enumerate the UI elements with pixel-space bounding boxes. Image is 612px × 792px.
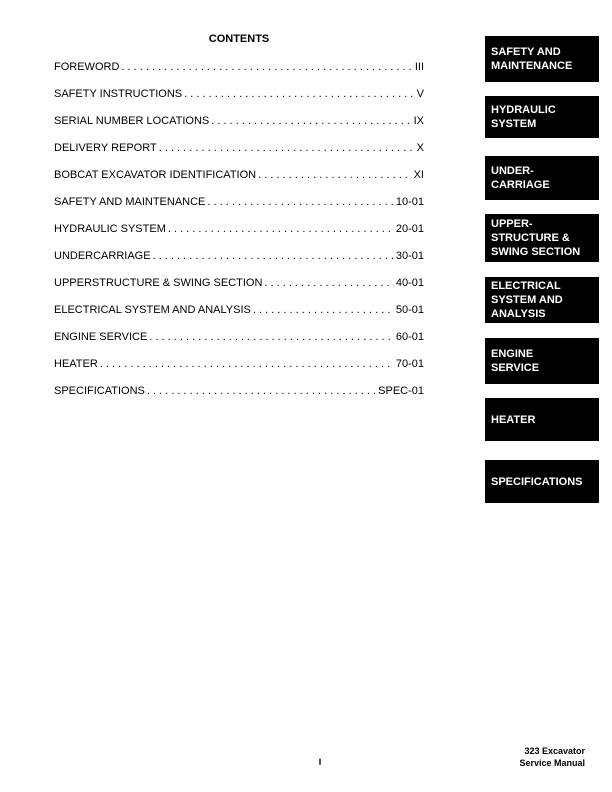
tab-label-line: UNDER-: [491, 165, 534, 177]
toc-page: 20-01: [395, 223, 424, 235]
toc-entry-safety-instructions[interactable]: [54, 88, 424, 115]
toc-entry-heater[interactable]: [54, 358, 424, 385]
tab-label-line: UPPER-: [491, 218, 533, 230]
tab-label-line: ANALYSIS: [491, 308, 546, 320]
manual-name: Service Manual: [519, 758, 585, 768]
toc-label: DELIVERY REPORT: [54, 142, 157, 154]
dot-leader: [253, 304, 394, 316]
toc-entry-excavator-identification[interactable]: [54, 169, 424, 196]
toc-page: SPEC-01: [378, 385, 424, 397]
dot-leader: [147, 385, 376, 397]
page-number: I: [318, 757, 322, 767]
tab-label-line: SWING SECTION: [491, 246, 581, 258]
toc-label: FOREWORD: [54, 61, 120, 73]
toc-label: SPECIFICATIONS: [54, 385, 145, 397]
toc-label: SERIAL NUMBER LOCATIONS: [54, 115, 210, 127]
dot-leader: [207, 196, 393, 208]
toc-entry-electrical-system[interactable]: [54, 304, 424, 331]
toc-page: 40-01: [395, 277, 424, 289]
dot-leader: [211, 115, 411, 127]
tab-label-line: SAFETY AND: [491, 46, 561, 58]
section-tab-electrical-system[interactable]: [485, 277, 599, 323]
tab-label-line: MAINTENANCE: [491, 60, 573, 72]
dot-leader: [159, 142, 415, 154]
toc-entry-delivery-report[interactable]: [54, 142, 424, 169]
toc-label: SAFETY INSTRUCTIONS: [54, 88, 183, 100]
toc-entry-undercarriage[interactable]: [54, 250, 424, 277]
toc-page: 60-01: [395, 331, 424, 343]
tab-label-line: ELECTRICAL: [491, 280, 561, 292]
toc-page: IX: [413, 115, 424, 127]
table-of-contents: [54, 61, 424, 412]
tab-label-line: SERVICE: [491, 362, 540, 374]
section-tab-specifications[interactable]: [485, 460, 599, 503]
toc-page: V: [416, 88, 424, 100]
section-tab-heater[interactable]: [485, 398, 599, 441]
toc-label: SAFETY AND MAINTENANCE: [54, 196, 206, 208]
manual-model: 323 Excavator: [524, 746, 585, 756]
toc-label: UPPERSTRUCTURE & SWING SECTION: [54, 277, 263, 289]
toc-label: ELECTRICAL SYSTEM AND ANALYSIS: [54, 304, 251, 316]
toc-label: HYDRAULIC SYSTEM: [54, 223, 166, 235]
tab-label-line: SYSTEM AND: [491, 294, 563, 306]
toc-page: 70-01: [395, 358, 424, 370]
toc-page: X: [416, 142, 424, 154]
section-tab-upperstructure[interactable]: [485, 214, 599, 262]
tab-label-line: SYSTEM: [491, 118, 537, 130]
tab-label-line: STRUCTURE &: [491, 232, 570, 244]
toc-page: XI: [413, 169, 424, 181]
dot-leader: [184, 88, 415, 100]
dot-leader: [168, 223, 394, 235]
section-tab-engine-service[interactable]: [485, 338, 599, 384]
dot-leader: [258, 169, 411, 181]
toc-label: UNDERCARRIAGE: [54, 250, 151, 262]
toc-page: 10-01: [395, 196, 424, 208]
page-title: CONTENTS: [208, 33, 270, 45]
tab-label-line: SPECIFICATIONS: [491, 475, 583, 488]
toc-entry-foreword[interactable]: [54, 61, 424, 88]
toc-label: ENGINE SERVICE: [54, 331, 148, 343]
toc-page: 30-01: [395, 250, 424, 262]
dot-leader: [264, 277, 393, 289]
dot-leader: [100, 358, 394, 370]
dot-leader: [149, 331, 394, 343]
toc-entry-upperstructure[interactable]: [54, 277, 424, 304]
section-tab-safety-maintenance[interactable]: [485, 36, 599, 82]
toc-label: BOBCAT EXCAVATOR IDENTIFICATION: [54, 169, 257, 181]
toc-page: 50-01: [395, 304, 424, 316]
toc-page: III: [414, 61, 424, 73]
tab-label-line: CARRIAGE: [491, 179, 550, 191]
toc-entry-specifications[interactable]: [54, 385, 424, 412]
tab-label-line: HYDRAULIC: [491, 104, 556, 116]
toc-entry-serial-number-locations[interactable]: [54, 115, 424, 142]
tab-label-line: HEATER: [491, 413, 536, 426]
manual-title: [519, 745, 585, 769]
toc-entry-hydraulic-system[interactable]: [54, 223, 424, 250]
tab-label-line: ENGINE: [491, 348, 534, 360]
toc-entry-engine-service[interactable]: [54, 331, 424, 358]
toc-entry-safety-and-maintenance[interactable]: [54, 196, 424, 223]
dot-leader: [121, 61, 412, 73]
dot-leader: [153, 250, 394, 262]
section-tab-undercarriage[interactable]: [485, 156, 599, 200]
section-tab-hydraulic-system[interactable]: [485, 96, 599, 138]
toc-label: HEATER: [54, 358, 98, 370]
